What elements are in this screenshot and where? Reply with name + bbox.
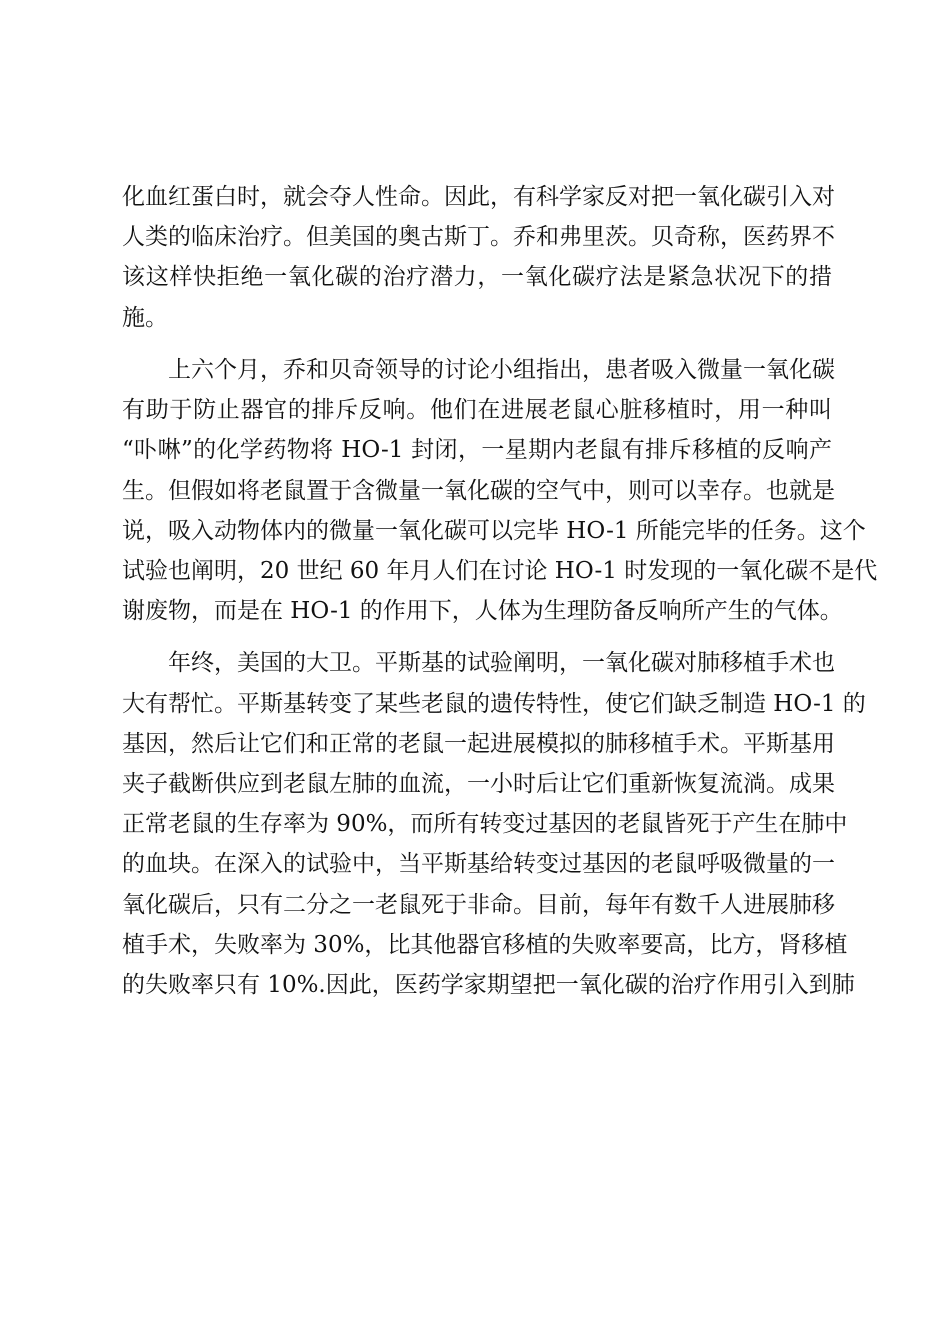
text-line: 的血块。在深入的试验中，当平斯基给转变过基因的老鼠呼吸微量的一	[122, 851, 835, 878]
text-line: 谢废物，而是在 HO-1 的作用下，人体为生理防备反响所产生的气体。	[122, 598, 843, 625]
text-line: 人类的临床治疗。但美国的奥古斯丁。乔和弗里茨。贝奇称，医药界不	[122, 224, 835, 251]
text-line: 化血红蛋白时，就会夺人性命。因此，有科学家反对把一氧化碳引入对	[122, 184, 835, 210]
paragraph	[122, 350, 878, 631]
text-line: 生。但假如将老鼠置于含微量一氧化碳的空气中，则可以幸存。也就是	[122, 477, 835, 504]
text-line: 的失败率只有 10%.因此，医药学家期望把一氧化碳的治疗作用引入到肺	[122, 971, 855, 998]
text-line: 氧化碳后，只有二分之一老鼠死于非命。目前，每年有数千人进展肺移	[122, 891, 835, 918]
text-line: 有助于防止器官的排斥反响。他们在进展老鼠心脏移植时，用一种叫	[122, 397, 832, 424]
text-line: 植手术，失败率为 30%，比其他器官移植的失败率要高，比方，肾移植	[122, 931, 848, 958]
text-line: “卟啉”的化学药物将 HO-1 封闭，一星期内老鼠有排斥移植的反响产	[122, 437, 832, 464]
text-line: 基因，然后让它们和正常的老鼠一起进展模拟的肺移植手术。平斯基用	[122, 730, 835, 757]
body-text	[122, 177, 878, 1005]
text-line: 试验也阐明，20 世纪 60 年月人们在讨论 HO-1 时发现的一氧化碳不是代	[122, 557, 878, 584]
text-line: 说，吸入动物体内的微量一氧化碳可以完毕 HO-1 所能完毕的任务。这个	[122, 517, 866, 544]
paragraph	[122, 177, 835, 338]
text-line: 正常老鼠的生存率为 90%，而所有转变过基因的老鼠皆死于产生在肺中	[122, 811, 848, 838]
text-line: 施。	[122, 304, 168, 331]
text-line: 夹子截断供应到老鼠左肺的血流，一小时后让它们重新恢复流淌。成果	[122, 771, 835, 797]
text-line: 大有帮忙。平斯基转变了某些老鼠的遗传特性，使它们缺乏制造 HO-1 的	[122, 690, 866, 717]
paragraph-gap	[122, 631, 832, 643]
text-line: 该这样快拒绝一氧化碳的治疗潜力，一氧化碳疗法是紧急状况下的措	[122, 264, 832, 291]
paragraph	[122, 643, 866, 1005]
text-line: 上六个月，乔和贝奇领导的讨论小组指出，患者吸入微量一氧化碳	[168, 356, 835, 383]
paragraph-gap	[122, 338, 832, 350]
text-line: 年终，美国的大卫。平斯基的试验阐明，一氧化碳对肺移植手术也	[168, 650, 835, 677]
